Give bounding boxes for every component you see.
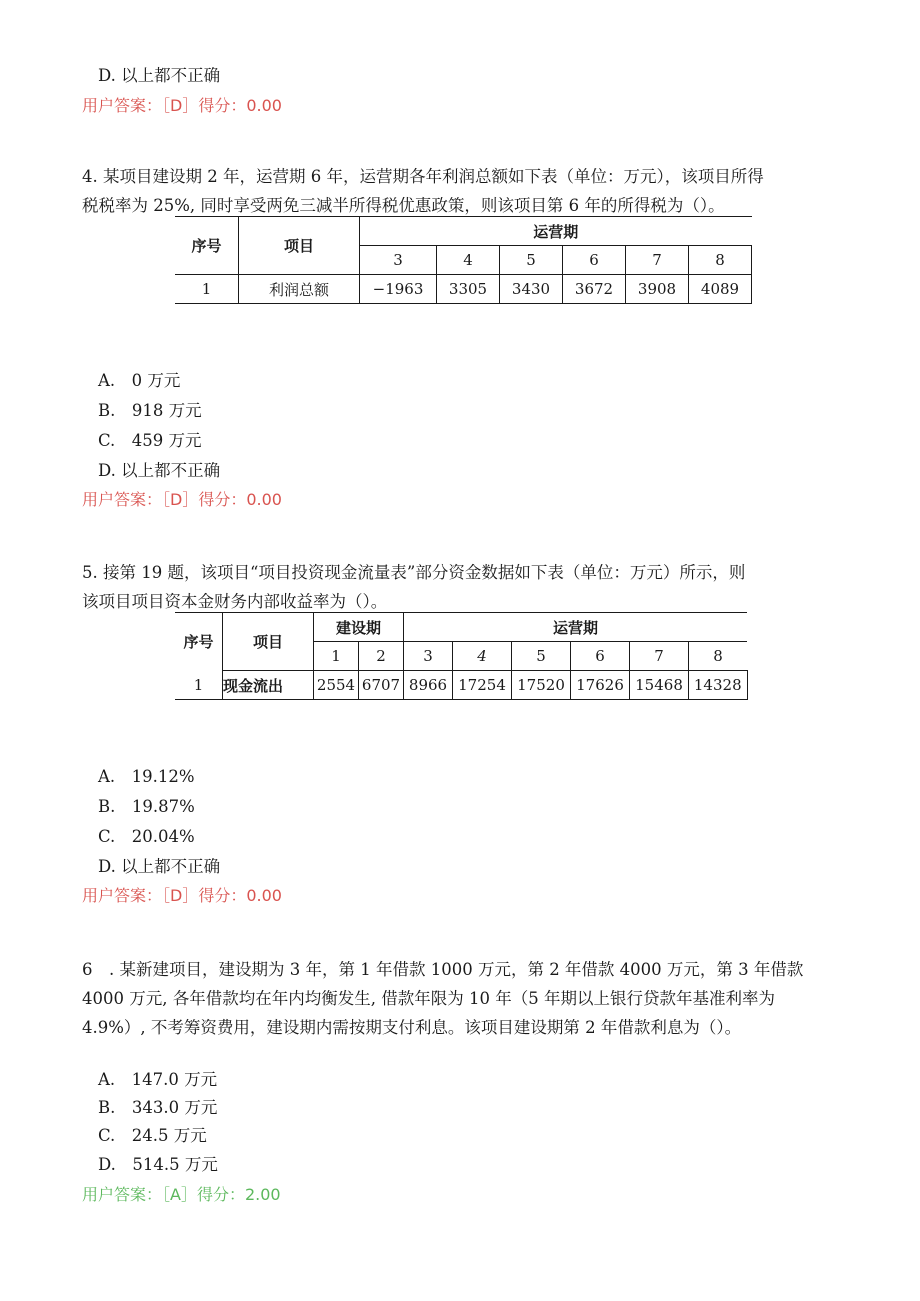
q3-user-answer: 用户答案：［D］得分：0.00 bbox=[82, 96, 282, 115]
q5-year: 8 bbox=[689, 642, 748, 671]
q4-option-a[interactable]: A. 0 万元 bbox=[98, 371, 181, 390]
q4-year: 8 bbox=[689, 246, 752, 275]
q5-year: 3 bbox=[404, 642, 453, 671]
q4-row-item: 利润总额 bbox=[239, 275, 360, 304]
q4-header-item: 项目 bbox=[239, 217, 360, 275]
q5-header-operation: 运营期 bbox=[404, 613, 748, 642]
q6-question-line1: 6 . 某新建项目，建设期为 3 年，第 1 年借款 1000 万元，第 2 年借款 4000 万元，第 3 年借款 bbox=[82, 960, 804, 979]
q5-question-line1: 5. 接第 19 题，该项目“项目投资现金流量表”部分资金数据如下表（单位：万元）所示，则 bbox=[82, 563, 746, 582]
q4-year: 4 bbox=[437, 246, 500, 275]
q5-option-b[interactable]: B. 19.87% bbox=[98, 797, 195, 816]
q6-option-a[interactable]: A. 147.0 万元 bbox=[98, 1070, 218, 1089]
q5-cell: 2554 bbox=[314, 671, 359, 700]
q5-option-c[interactable]: C. 20.04% bbox=[98, 827, 195, 846]
q5-header-seq: 序号 bbox=[175, 613, 223, 671]
q5-year: 6 bbox=[571, 642, 630, 671]
q4-year: 5 bbox=[500, 246, 563, 275]
q5-cell: 15468 bbox=[630, 671, 689, 700]
q5-cell: 17520 bbox=[512, 671, 571, 700]
q3-option-d: D. 以上都不正确 bbox=[98, 66, 221, 85]
q5-option-d[interactable]: D. 以上都不正确 bbox=[98, 857, 221, 876]
q5-year: 5 bbox=[512, 642, 571, 671]
q4-cell: 3908 bbox=[626, 275, 689, 304]
q4-option-d[interactable]: D. 以上都不正确 bbox=[98, 461, 221, 480]
q6-option-d[interactable]: D. 514.5 万元 bbox=[98, 1155, 218, 1174]
q4-profit-table bbox=[175, 216, 752, 304]
q4-option-c[interactable]: C. 459 万元 bbox=[98, 431, 202, 450]
q5-cell: 8966 bbox=[404, 671, 453, 700]
q5-cashflow-table bbox=[175, 612, 748, 700]
q4-cell: 3430 bbox=[500, 275, 563, 304]
q5-option-a[interactable]: A. 19.12% bbox=[98, 767, 195, 786]
q6-question-line2: 4000 万元, 各年借款均在年内均衡发生, 借款年限为 10 年（5 年期以上银行贷款年基准利率为 bbox=[82, 989, 775, 1008]
q4-question-line1: 4. 某项目建设期 2 年，运营期 6 年，运营期各年利润总额如下表（单位：万元），该项目所得 bbox=[82, 167, 764, 186]
q4-option-b[interactable]: B. 918 万元 bbox=[98, 401, 202, 420]
q5-cell: 17626 bbox=[571, 671, 630, 700]
q5-question-line2: 该项目项目资本金财务内部收益率为（）。 bbox=[82, 592, 388, 611]
q4-row-seq: 1 bbox=[175, 275, 239, 304]
q5-year: 1 bbox=[314, 642, 359, 671]
q5-cell: 14328 bbox=[689, 671, 748, 700]
q5-row-item: 现金流出 bbox=[223, 671, 314, 700]
q5-year: 7 bbox=[630, 642, 689, 671]
q5-year: 4 bbox=[453, 642, 512, 671]
q5-year: 2 bbox=[359, 642, 404, 671]
q4-year: 7 bbox=[626, 246, 689, 275]
q4-cell: 3305 bbox=[437, 275, 500, 304]
q6-question-line3: 4.9%）, 不考筹资费用，建设期内需按期支付利息。该项目建设期第 2 年借款利息为（）。 bbox=[82, 1018, 742, 1037]
q5-header-item: 项目 bbox=[223, 613, 314, 671]
q6-option-c[interactable]: C. 24.5 万元 bbox=[98, 1126, 207, 1145]
q4-question-line2: 税税率为 25%, 同时享受两免三减半所得税优惠政策，则该项目第 6 年的所得税为（）。 bbox=[82, 196, 725, 215]
q4-header-operation: 运营期 bbox=[360, 217, 752, 246]
q5-row-seq: 1 bbox=[175, 671, 223, 700]
q4-year: 3 bbox=[360, 246, 437, 275]
q4-cell: 3672 bbox=[563, 275, 626, 304]
q4-user-answer: 用户答案：［D］得分：0.00 bbox=[82, 490, 282, 509]
q4-header-seq: 序号 bbox=[175, 217, 239, 275]
q6-option-b[interactable]: B. 343.0 万元 bbox=[98, 1098, 218, 1117]
q4-year: 6 bbox=[563, 246, 626, 275]
q5-header-build: 建设期 bbox=[314, 613, 404, 642]
q5-cell: 17254 bbox=[453, 671, 512, 700]
q6-user-answer: 用户答案：［A］得分：2.00 bbox=[82, 1185, 281, 1204]
q4-cell: −1963 bbox=[360, 275, 437, 304]
q5-cell: 6707 bbox=[359, 671, 404, 700]
q4-cell: 4089 bbox=[689, 275, 752, 304]
q5-user-answer: 用户答案：［D］得分：0.00 bbox=[82, 886, 282, 905]
